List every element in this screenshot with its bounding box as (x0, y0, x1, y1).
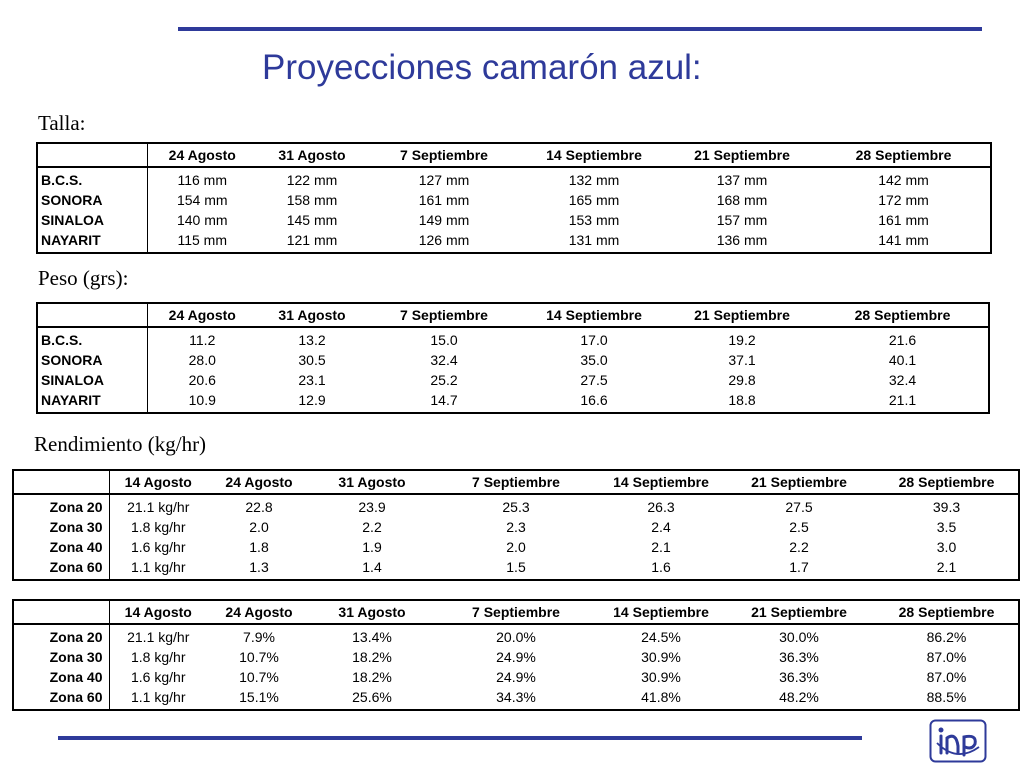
table-cell: 23.1 (298, 372, 326, 388)
table-row (37, 167, 991, 190)
table-cell: 41.8% (641, 689, 681, 705)
table-cell: 25.6% (352, 689, 392, 705)
column-header: 28 Septiembre (817, 143, 991, 167)
table-cell: 158 mm (286, 192, 338, 208)
table-cell: 1.5 (506, 559, 526, 575)
table-row (13, 647, 1019, 667)
row-label: SONORA (37, 350, 147, 370)
table-cell: 161 mm (418, 192, 470, 208)
page-title: Proyecciones camarón azul: (262, 48, 702, 87)
column-header: 7 Septiembre (367, 143, 521, 167)
table-cell: 168 mm (716, 192, 768, 208)
row-label: NAYARIT (37, 390, 147, 413)
column-header: 21 Septiembre (723, 600, 875, 624)
table-cell: 24.9% (496, 649, 536, 665)
table-cell: 86.2% (926, 629, 967, 645)
table-cell: 3.5 (936, 519, 957, 535)
column-header: 28 Septiembre (875, 470, 1019, 494)
column-header: 28 Septiembre (875, 600, 1019, 624)
table-cell: 20.0% (496, 629, 536, 645)
table-cell: 3.0 (936, 539, 957, 555)
table-cell: 161 mm (878, 212, 929, 228)
row-label: Zona 60 (13, 557, 109, 580)
table-cell: 131 mm (568, 232, 620, 248)
row-label: Zona 30 (13, 647, 109, 667)
table-cell: 1.1 kg/hr (131, 559, 186, 575)
column-header: 14 Septiembre (521, 143, 667, 167)
table-cell: 1.8 kg/hr (131, 519, 186, 535)
table-cell: 88.5% (926, 689, 967, 705)
column-header: 21 Septiembre (667, 303, 817, 327)
table-cell: 121 mm (286, 232, 338, 248)
column-header: 14 Agosto (109, 600, 207, 624)
table-cell: 127 mm (418, 172, 470, 188)
table-cell: 23.9 (358, 499, 386, 515)
corner-cell (37, 303, 147, 327)
table-cell: 35.0 (580, 352, 608, 368)
table-row (37, 350, 989, 370)
row-label: NAYARIT (37, 230, 147, 253)
table-cell: 10.7% (239, 669, 279, 685)
bottom-divider-bar (58, 736, 862, 740)
column-header: 31 Agosto (257, 143, 367, 167)
table-cell: 137 mm (716, 172, 768, 188)
talla-label: Talla: (38, 111, 86, 135)
table-cell: 18.2% (352, 649, 392, 665)
column-header: 14 Septiembre (599, 600, 723, 624)
table-cell: 2.0 (506, 539, 526, 555)
table-cell: 18.2% (352, 669, 392, 685)
column-header: 24 Agosto (147, 303, 257, 327)
table-cell: 2.2 (789, 539, 809, 555)
table-cell: 2.4 (651, 519, 671, 535)
column-header: 7 Septiembre (433, 470, 599, 494)
table-cell: 30.0% (779, 629, 819, 645)
row-label: SONORA (37, 190, 147, 210)
table-cell: 115 mm (177, 232, 228, 248)
table-cell: 172 mm (878, 192, 929, 208)
table-cell: 7.9% (243, 629, 275, 645)
row-label: B.C.S. (37, 327, 147, 350)
table-cell: 1.6 kg/hr (131, 539, 186, 555)
table-cell: 142 mm (878, 172, 929, 188)
row-label: Zona 60 (13, 687, 109, 710)
column-header: 31 Agosto (311, 470, 433, 494)
table-row (37, 230, 991, 253)
table-cell: 1.4 (362, 559, 382, 575)
column-header: 24 Agosto (207, 600, 311, 624)
table-cell: 21.1 kg/hr (127, 629, 190, 645)
table-cell: 157 mm (716, 212, 768, 228)
table-row (37, 370, 989, 390)
table-cell: 18.8 (728, 392, 756, 408)
table-cell: 145 mm (286, 212, 338, 228)
row-label: Zona 20 (13, 494, 109, 517)
table-cell: 30.9% (641, 669, 681, 685)
talla-table (36, 142, 992, 254)
rendimiento-header-row (13, 470, 1019, 494)
table-cell: 39.3 (932, 499, 961, 515)
column-header: 7 Septiembre (433, 600, 599, 624)
table-cell: 29.8 (728, 372, 756, 388)
peso-label: Peso (grs): (38, 266, 129, 290)
table-cell: 28.0 (188, 352, 216, 368)
corner-cell (37, 143, 147, 167)
table-cell: 17.0 (580, 332, 608, 348)
table-cell: 40.1 (888, 352, 917, 368)
table-cell: 154 mm (176, 192, 228, 208)
row-label: SINALOA (37, 210, 147, 230)
porcentaje-table (12, 599, 1020, 711)
table-cell: 36.3% (779, 669, 819, 685)
table-row (13, 557, 1019, 580)
table-cell: 26.3 (647, 499, 675, 515)
table-cell: 116 mm (177, 172, 228, 188)
table-row (13, 667, 1019, 687)
table-cell: 141 mm (878, 232, 929, 248)
table-cell: 87.0% (926, 669, 967, 685)
porcentaje-header-row (13, 600, 1019, 624)
table-cell: 14.7 (430, 392, 458, 408)
table-cell: 11.2 (189, 332, 216, 348)
table-cell: 126 mm (418, 232, 470, 248)
row-label: B.C.S. (37, 167, 147, 190)
table-cell: 1.1 kg/hr (131, 689, 186, 705)
table-cell: 22.8 (245, 499, 273, 515)
table-row (13, 624, 1019, 647)
corner-cell (13, 600, 109, 624)
row-label: Zona 20 (13, 624, 109, 647)
table-cell: 20.6 (188, 372, 216, 388)
table-cell: 1.3 (249, 559, 269, 575)
table-cell: 30.9% (641, 649, 681, 665)
table-cell: 25.2 (430, 372, 458, 388)
table-cell: 19.2 (728, 332, 756, 348)
column-header: 31 Agosto (311, 600, 433, 624)
table-cell: 15.1% (239, 689, 279, 705)
table-row (13, 687, 1019, 710)
row-label: SINALOA (37, 370, 147, 390)
table-row (37, 210, 991, 230)
table-cell: 34.3% (496, 689, 536, 705)
rendimiento-label: Rendimiento (kg/hr) (34, 432, 207, 456)
table-cell: 36.3% (779, 649, 819, 665)
table-cell: 13.2 (298, 332, 326, 348)
table-cell: 27.5 (785, 499, 813, 515)
table-cell: 12.9 (298, 392, 326, 408)
table-row (13, 494, 1019, 517)
table-cell: 87.0% (926, 649, 967, 665)
column-header: 14 Septiembre (599, 470, 723, 494)
table-row (37, 327, 989, 350)
table-cell: 25.3 (502, 499, 530, 515)
column-header: 28 Septiembre (817, 303, 989, 327)
table-cell: 37.1 (728, 352, 756, 368)
table-cell: 2.0 (249, 519, 269, 535)
table-row (37, 390, 989, 413)
column-header: 24 Agosto (147, 143, 257, 167)
table-cell: 15.0 (430, 332, 458, 348)
talla-header-row (37, 143, 991, 167)
table-cell: 21.6 (888, 332, 917, 348)
table-cell: 2.2 (362, 519, 382, 535)
table-cell: 10.7% (239, 649, 279, 665)
column-header: 24 Agosto (207, 470, 311, 494)
row-label: Zona 40 (13, 667, 109, 687)
column-header: 7 Septiembre (367, 303, 521, 327)
peso-header-row (37, 303, 989, 327)
table-cell: 21.1 (888, 392, 917, 408)
column-header: 21 Septiembre (667, 143, 817, 167)
table-cell: 2.1 (936, 559, 957, 575)
table-cell: 122 mm (286, 172, 338, 188)
column-header: 31 Agosto (257, 303, 367, 327)
table-row (13, 517, 1019, 537)
table-cell: 16.6 (580, 392, 608, 408)
inp-logo-icon (929, 719, 987, 763)
peso-table (36, 302, 990, 414)
table-cell: 1.6 kg/hr (131, 669, 186, 685)
top-divider-bar (178, 27, 982, 31)
table-cell: 1.7 (789, 559, 809, 575)
table-cell: 1.9 (362, 539, 382, 555)
table-cell: 132 mm (568, 172, 620, 188)
table-cell: 32.4 (430, 352, 458, 368)
table-cell: 149 mm (418, 212, 470, 228)
table-cell: 1.8 (249, 539, 269, 555)
table-cell: 2.1 (651, 539, 671, 555)
column-header: 14 Agosto (109, 470, 207, 494)
table-cell: 10.9 (188, 392, 216, 408)
table-cell: 32.4 (888, 372, 917, 388)
table-cell: 1.6 (651, 559, 671, 575)
table-cell: 48.2% (779, 689, 819, 705)
table-cell: 30.5 (298, 352, 326, 368)
table-row (37, 190, 991, 210)
table-cell: 1.8 kg/hr (131, 649, 186, 665)
corner-cell (13, 470, 109, 494)
row-label: Zona 30 (13, 517, 109, 537)
table-cell: 165 mm (568, 192, 620, 208)
table-cell: 136 mm (716, 232, 768, 248)
table-cell: 21.1 kg/hr (127, 499, 190, 515)
table-cell: 13.4% (352, 629, 392, 645)
table-cell: 2.5 (789, 519, 809, 535)
column-header: 14 Septiembre (521, 303, 667, 327)
column-header: 21 Septiembre (723, 470, 875, 494)
table-row (13, 537, 1019, 557)
table-cell: 27.5 (580, 372, 608, 388)
table-cell: 140 mm (176, 212, 228, 228)
table-cell: 24.5% (641, 629, 681, 645)
rendimiento-table (12, 469, 1020, 581)
table-cell: 153 mm (568, 212, 620, 228)
table-cell: 2.3 (506, 519, 526, 535)
table-cell: 24.9% (496, 669, 536, 685)
row-label: Zona 40 (13, 537, 109, 557)
